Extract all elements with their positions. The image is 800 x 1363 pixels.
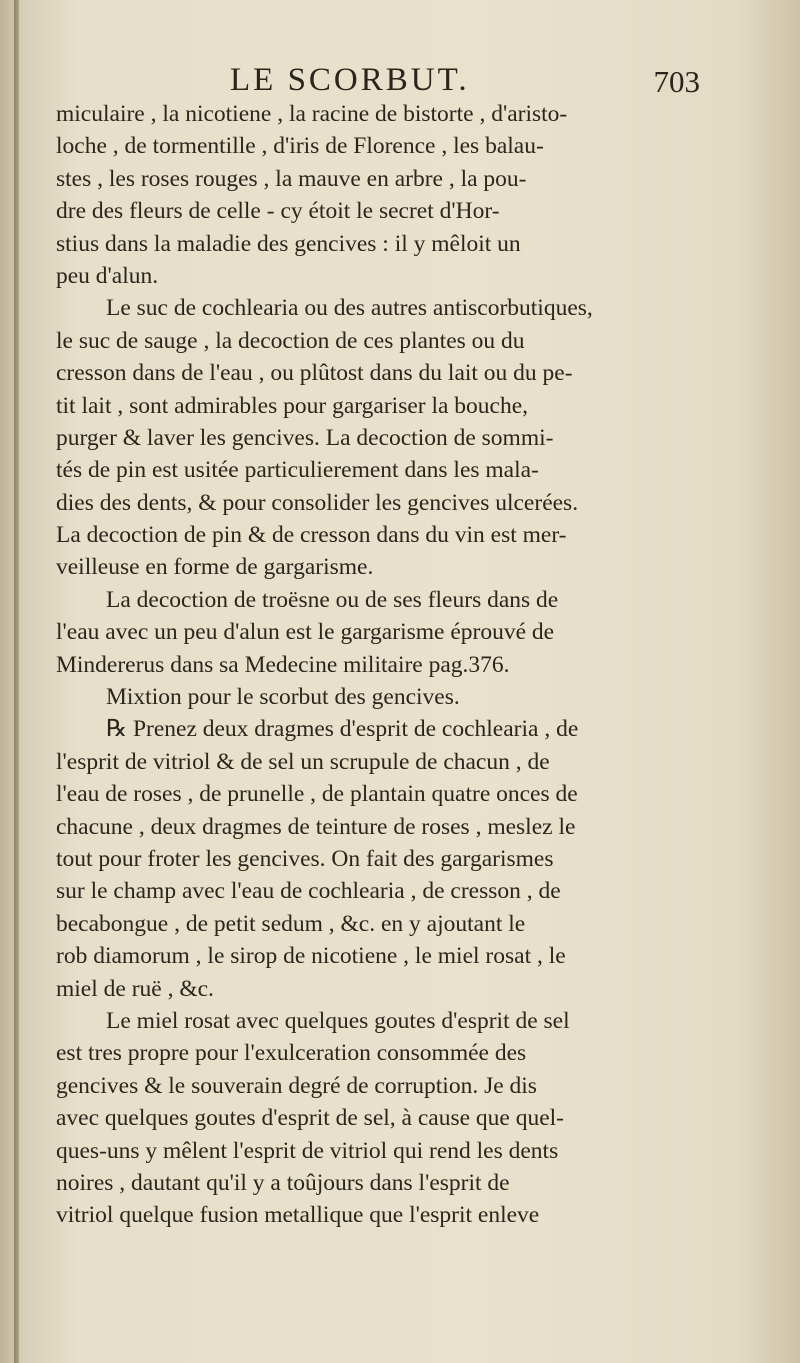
text-line: becabongue , de petit sedum , &c. en y ajoutant le xyxy=(56,910,526,937)
text-line: Le miel rosat avec quelques goutes d'esprit de sel xyxy=(106,1007,570,1034)
text-line: ℞ Prenez deux dragmes d'esprit de cochlearia , de xyxy=(106,716,579,743)
text-line: miel de ruë , &c. xyxy=(56,975,214,1002)
text-line: est tres propre pour l'exulceration consommée des xyxy=(56,1040,527,1067)
body-text xyxy=(56,98,704,1232)
section-heading: Mixtion pour le scorbut des gencives. xyxy=(106,684,460,711)
text-line: le suc de sauge , la decoction de ces plantes ou du xyxy=(56,327,525,354)
text-line: miculaire , la nicotiene , la racine de bistorte , d'aristo- xyxy=(56,101,568,127)
text-line: Le suc de cochlearia ou des autres antiscorbutiques, xyxy=(106,295,593,322)
text-line: tit lait , sont admirables pour gargariser la bouche, xyxy=(56,392,529,419)
text-line: dies des dents, & pour consolider les gencives ulcerées. xyxy=(56,489,579,516)
text-line: dre des fleurs de celle - cy étoit le secret d'Hor- xyxy=(56,198,500,225)
text-line: chacune , deux dragmes de teinture de roses , meslez le xyxy=(56,813,576,840)
text-line: gencives & le souverain degré de corruption. Je dis xyxy=(56,1072,537,1099)
text-line: vitriol quelque fusion metallique que l'esprit enleve xyxy=(56,1202,540,1229)
page-number: 703 xyxy=(653,64,700,99)
text-line: stes , les roses rouges , la mauve en arbre , la pou- xyxy=(56,165,527,192)
text-line: ques-uns y mêlent l'esprit de vitriol qui rend les dents xyxy=(56,1137,559,1164)
text-line: La decoction de troësne ou de ses fleurs dans de xyxy=(106,586,559,613)
page-header xyxy=(230,62,700,102)
text-line: stius dans la maladie des gencives : il y mêloit un xyxy=(56,230,521,257)
text-line: peu d'alun. xyxy=(56,262,159,289)
binding-gutter xyxy=(14,0,19,1363)
text-line: tés de pin est usitée particulierement dans les mala- xyxy=(56,457,539,484)
text-line: purger & laver les gencives. La decoction de sommi- xyxy=(56,424,554,451)
text-line: veilleuse en forme de gargarisme. xyxy=(56,554,374,581)
text-line: avec quelques goutes d'esprit de sel, à cause que quel- xyxy=(56,1105,564,1132)
running-title: LE SCORBUT. xyxy=(230,62,470,98)
text-line: noires , dautant qu'il y a toûjours dans l'esprit de xyxy=(56,1169,510,1196)
text-line: Mindererus dans sa Medecine militaire pag.376. xyxy=(56,651,510,678)
text-line: l'eau avec un peu d'alun est le gargarisme éprouvé de xyxy=(56,619,555,646)
text-line: rob diamorum , le sirop de nicotiene , le miel rosat , le xyxy=(56,943,566,970)
text-line: l'esprit de vitriol & de sel un scrupule de chacun , de xyxy=(56,748,550,775)
text-line: sur le champ avec l'eau de cochlearia , de cresson , de xyxy=(56,878,561,905)
text-line: l'eau de roses , de prunelle , de plantain quatre onces de xyxy=(56,781,578,808)
text-line: tout pour froter les gencives. On fait des gargarismes xyxy=(56,845,554,872)
text-line: La decoction de pin & de cresson dans du vin est mer- xyxy=(56,522,567,549)
text-line: cresson dans de l'eau , ou plûtost dans du lait ou du pe- xyxy=(56,360,573,387)
text-line: loche , de tormentille , d'iris de Florence , les balau- xyxy=(56,133,544,160)
